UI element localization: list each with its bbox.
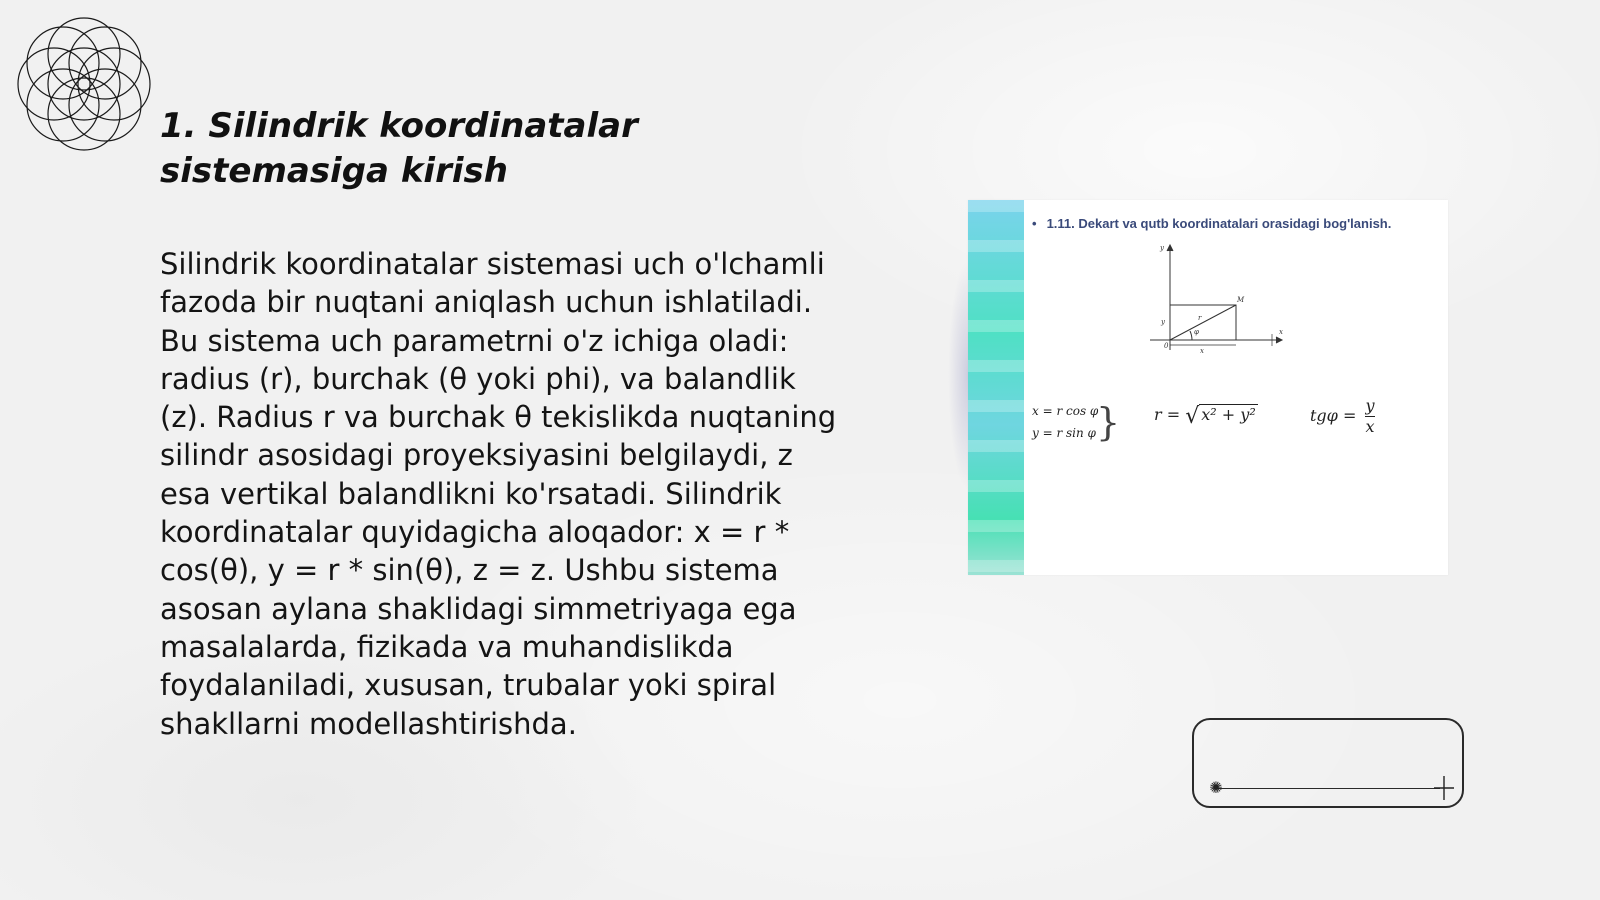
crosshair-star-icon — [1434, 776, 1454, 800]
formula-tg-denominator: x — [1365, 417, 1375, 436]
diagram-label-y-axis: y — [1160, 244, 1164, 252]
diagram-label-y-value: y — [1161, 318, 1165, 326]
caption-text: 1.11. Dekart va qutb koordinatalari orasidagi bog'lanish. — [1046, 216, 1392, 231]
formula-x: x = r cos φ — [1032, 404, 1099, 418]
sparkle-icon: ✺ — [1209, 778, 1223, 797]
slide-title: 1. Silindrik koordinatalar sistemasiga kirish — [160, 106, 638, 191]
slide-body-text: Silindrik koordinatalar sistemasi uch o'lchamli fazoda bir nuqtani aniqlash uchun ishlatiladi. Bu sistema uch parametrni o'z ichiga oladi: radius (r), burchak (θ yoki phi), va balandlik (z). Radius r va burchak θ tekislikda nuqtaning silindr asosidagi proyeksiyasini belgilaydi, z esa vertikal balandlikni ko'rsatadi. Silindrik koordinatalar quyidagicha aloqador: x = r * cos(θ), y = r * sin(θ), z = z. Ushbu sistema asosan aylana shaklidagi simmetriyaga ega masalalarda, fizikada va muhandislikda foydalaniladi, xususan, trubalar yoki spiral shakllarni modellashtirishda. — [160, 247, 837, 741]
figure-caption — [1032, 216, 1442, 231]
slider-track — [1216, 788, 1440, 789]
diagram-label-phi: φ — [1194, 328, 1199, 336]
formula-tg-numerator: y — [1365, 396, 1375, 415]
radical-icon: √ — [1185, 404, 1200, 429]
formula-tangent — [1310, 396, 1375, 437]
formula-tg-fraction — [1365, 396, 1374, 437]
diagram-label-r: r — [1198, 314, 1202, 322]
diagram-label-x-value: x — [1200, 347, 1204, 355]
formula-radius — [1154, 404, 1258, 429]
coordinate-figure — [968, 200, 1448, 575]
decorative-slider-frame — [1192, 718, 1464, 808]
formula-y: y = r sin φ — [1032, 426, 1096, 440]
diagram-label-x-axis: x — [1279, 328, 1283, 336]
diagram-label-origin: 0 — [1164, 342, 1169, 350]
diagram-label-point: M — [1237, 296, 1245, 304]
interlocking-circles-logo — [10, 10, 158, 158]
figure-decorative-strip — [968, 200, 1024, 575]
formula-r-radicand: x² + y² — [1201, 405, 1256, 424]
caption-bullet: • — [1032, 216, 1037, 231]
formula-r-left: r = — [1154, 405, 1181, 424]
polar-cartesian-diagram — [1148, 242, 1288, 357]
formula-tg-left: tgφ = — [1310, 406, 1357, 425]
formula-parametric — [1032, 400, 1121, 444]
formula-brace: } — [1096, 400, 1121, 444]
